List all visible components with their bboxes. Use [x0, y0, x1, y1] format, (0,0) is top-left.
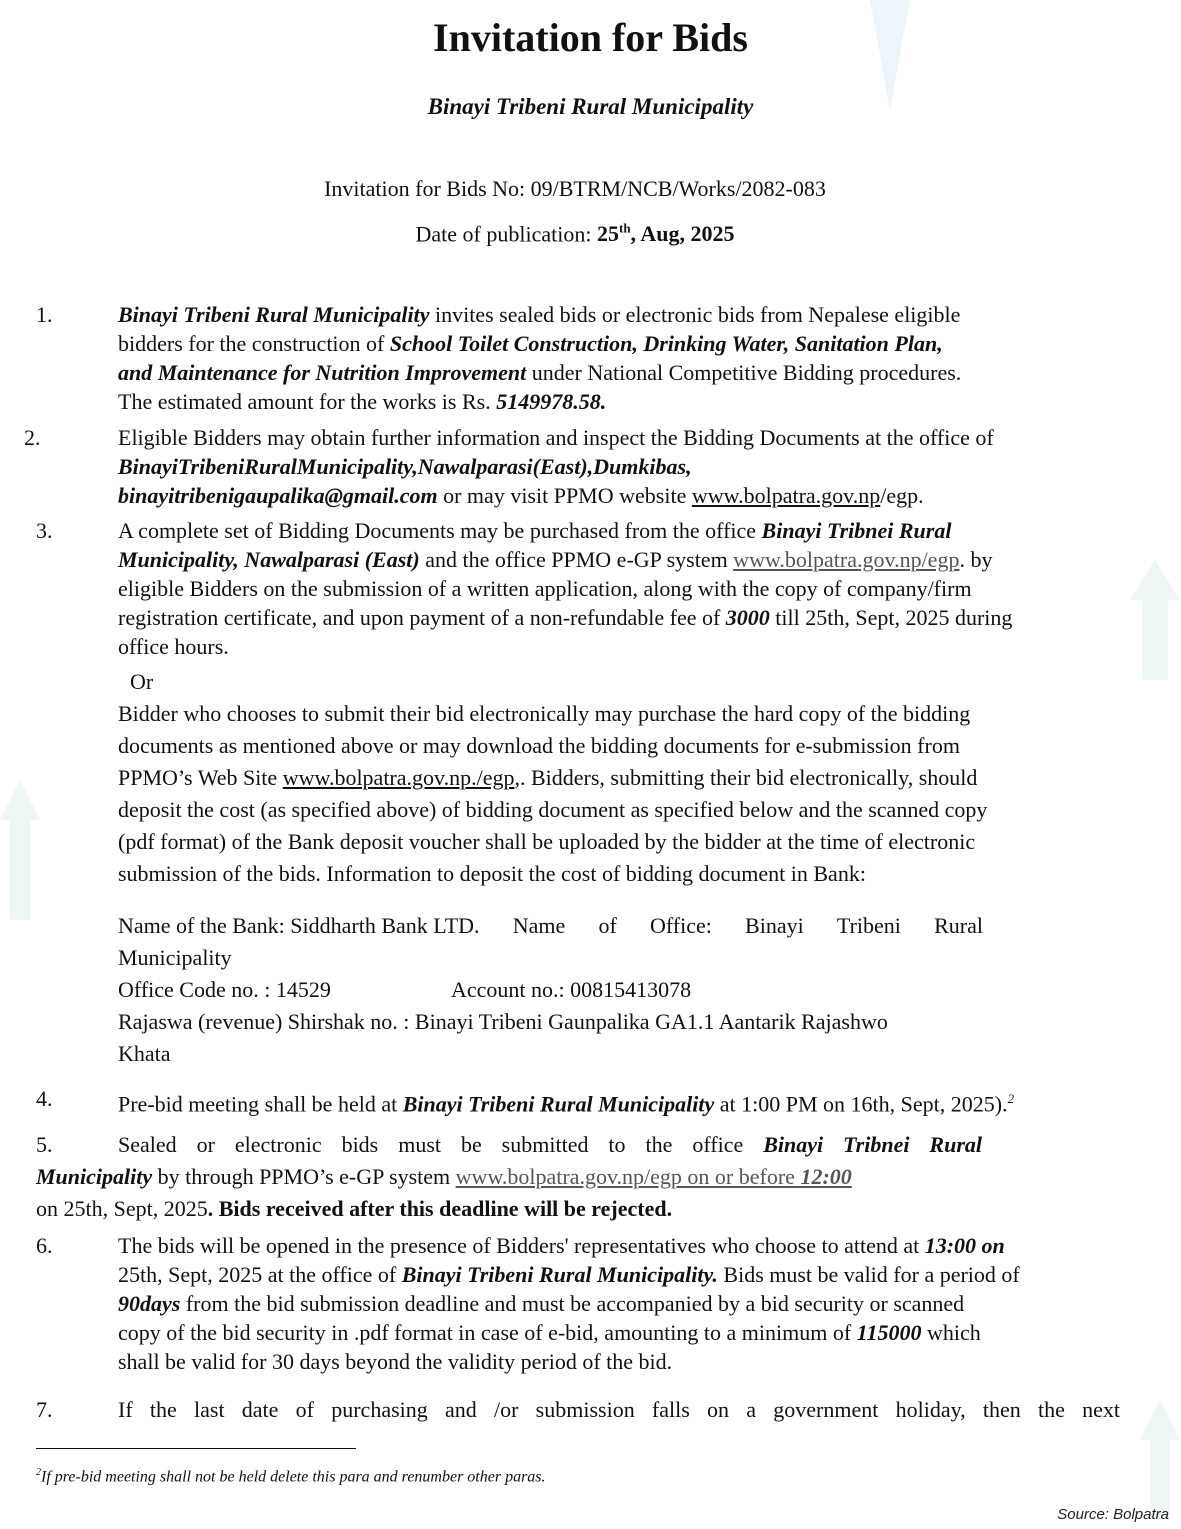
watermark-arrow-shape — [1140, 1400, 1180, 1520]
para-number: 7. — [36, 1397, 53, 1422]
para-number: 2. — [24, 425, 41, 450]
para-number: 5. — [36, 1132, 53, 1157]
footnote-divider — [36, 1448, 356, 1449]
paragraph-4: Pre-bid meeting shall be held at Binayi Tribeni Rural Municipality at 1:00 PM on 16th, Sept, 2025).$^2$ — [118, 1091, 1015, 1117]
watermark-arrow-shape — [1130, 560, 1180, 680]
source-credit: Source: Bolpatra — [1057, 1506, 1169, 1523]
ppmo-link[interactable]: www.bolpatra.gov.np./egp — [282, 765, 515, 790]
publication-date: Date of publication: 25th, Aug, 2025 — [415, 221, 735, 247]
paragraph-6: The bids will be opened in the presence of Bidders' representatives who choose to attend at 13:00 on 25th, Sept, 2025 at the office of Binayi Tribeni Rural Municipality. Bids must be valid for a period of 90days from the bid submission deadline and must be accompanied by a bid security or scanned copy of the bid security in .pdf format in case of e-bid, amounting to a minimum of 115000 which shall be valid for 30 days beyond the validity period of the bid. — [118, 1233, 1020, 1374]
para-number: 4. — [36, 1086, 53, 1111]
para-number: 3. — [36, 518, 53, 543]
paragraph-1: Binayi Tribeni Rural Municipality invites sealed bids or electronic bids from Nepalese eligible bidders for the construction of School Toilet Construction, Drinking Water, Sanitation Plan, and Maintenance for Nutrition Improvement under National Competitive Bidding procedures. The estimated amount for the works is Rs. 5149978.58. — [118, 302, 962, 414]
paragraph-7: If the last date of purchasing and /or submission falls on a government holiday, then the next — [118, 1397, 1120, 1422]
email-link[interactable]: binayitribenigaupalika@gmail.com — [118, 483, 438, 508]
watermark-arrow-shape — [0, 780, 40, 920]
egp-link[interactable]: www.bolpatra.gov.np/egp — [733, 547, 960, 572]
paragraph-3-electronic: Bidder who chooses to submit their bid electronically may purchase the hard copy of the bidding documents as mentioned above or may download the bidding documents for e-submission from PPMO’s Web Site www.bolpatra.gov.np./egp,. Bidders, submitting their bid electronically, should deposit the cost (as specified above) of bidding document as specified below and the scanned copy (pdf format) of the Bank deposit voucher shall be uploaded by the bidder at the time of electronic submission of the bids. Information to deposit the cost of bidding document in Bank: — [118, 701, 988, 886]
paragraph-2: Eligible Bidders may obtain further information and inspect the Bidding Documents at the office of BinayiTribeniRuralMunicipality,Nawalparasi(East),Dumkibas, binayitribenigaupalika@gmail.com or may visit PPMO website www.bolpatra.gov.np/egp. — [118, 425, 994, 508]
para-number: 6. — [36, 1233, 53, 1258]
paragraph-3: A complete set of Bidding Documents may be purchased from the office Binayi Tribnei Rural Municipality, Nawalparasi (East) and the office PPMO e-GP system www.bolpatra.gov.np/egp. by eligible Bidders on the submission of a written application, along with the copy of company/firm registration certificate, and upon payment of a non-refundable fee of 3000 till 25th, Sept, 2025 during office hours. — [118, 518, 1013, 659]
paragraph-5: Sealed or electronic bids must be submitted to the office Binayi Tribnei Rural Municipality by through PPMO’s e-GP system www.bolpatra.gov.np/egp on or before 12:00 on 25th, Sept, 2025. Bids received after this deadline will be rejected. — [36, 1132, 982, 1221]
document-subtitle: Binayi Tribeni Rural Municipality — [427, 94, 754, 119]
document-title: Invitation for Bids — [433, 15, 748, 60]
footnote: $^2$If pre-bid meeting shall not be held delete this para and renumber other paras. — [36, 1467, 546, 1486]
website-link[interactable]: www.bolpatra.gov.np — [691, 483, 881, 508]
bank-details: Name of the Bank: Siddharth Bank LTD. Name of Office: Binayi Tribeni Rural Municipality Office Code no. : 14529 Account no.: 00815413078 Rajaswa (revenue) Shirshak no. : Binayi Tribeni Gaunpalika GA1.1 Aantarik Rajashwo Khata — [118, 913, 983, 1066]
or-label: Or — [130, 669, 154, 694]
ifb-number: Invitation for Bids No: 09/BTRM/NCB/Works/2082-083 — [324, 176, 826, 201]
egp-submission-link[interactable]: www.bolpatra.gov.np/egp on or before 12:00 — [455, 1164, 852, 1189]
para-number: 1. — [36, 302, 53, 327]
